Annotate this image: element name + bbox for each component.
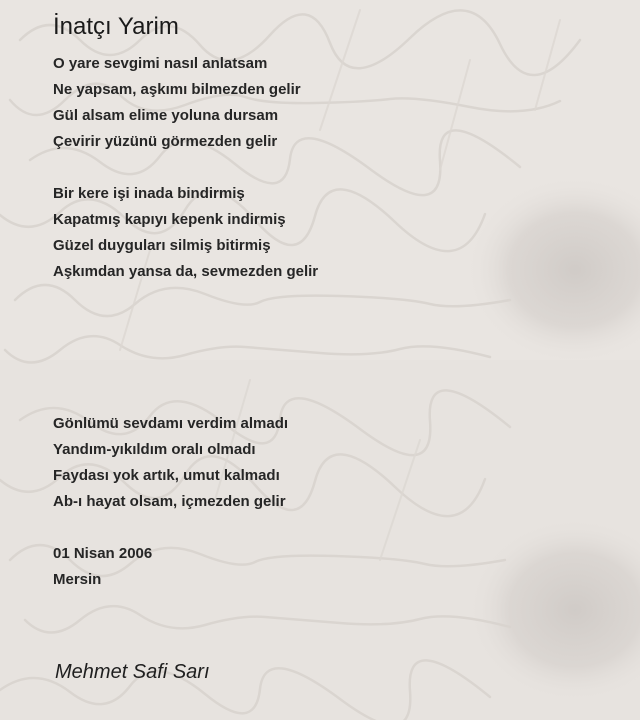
- poem-author: Mehmet Safi Sarı: [55, 661, 210, 683]
- stanza-2: [53, 181, 318, 285]
- poem-title: İnatçı Yarim: [53, 13, 179, 40]
- poem-line: Aşkımdan yansa da, sevmezden gelir: [53, 263, 319, 280]
- poem-line: Ne yapsam, aşkımı bilmezden gelir: [53, 81, 301, 98]
- poem-line: Çevirir yüzünü görmezden gelir: [53, 133, 278, 150]
- poem-date: 01 Nisan 2006: [53, 545, 153, 562]
- poem-meta: [53, 541, 152, 593]
- poem-place: Mersin: [53, 571, 102, 588]
- poem-line: Gönlümü sevdamı verdim almadı: [53, 415, 289, 432]
- poem-line: Yandım-yıkıldım oralı olmadı: [53, 441, 256, 458]
- poem-line: Güzel duyguları silmiş bitirmiş: [53, 237, 271, 254]
- poem-line: Faydası yok artık, umut kalmadı: [53, 467, 280, 484]
- stanza-3: [53, 411, 288, 515]
- poem-line: Ab-ı hayat olsam, içmezden gelir: [53, 493, 286, 510]
- poem-line: Gül alsam elime yoluna dursam: [53, 107, 279, 124]
- poem-line: O yare sevgimi nasıl anlatsam: [53, 55, 268, 72]
- stanza-1: [53, 51, 301, 155]
- poem-line: Bir kere işi inada bindirmiş: [53, 185, 245, 202]
- poem-line: Kapatmış kapıyı kepenk indirmiş: [53, 211, 286, 228]
